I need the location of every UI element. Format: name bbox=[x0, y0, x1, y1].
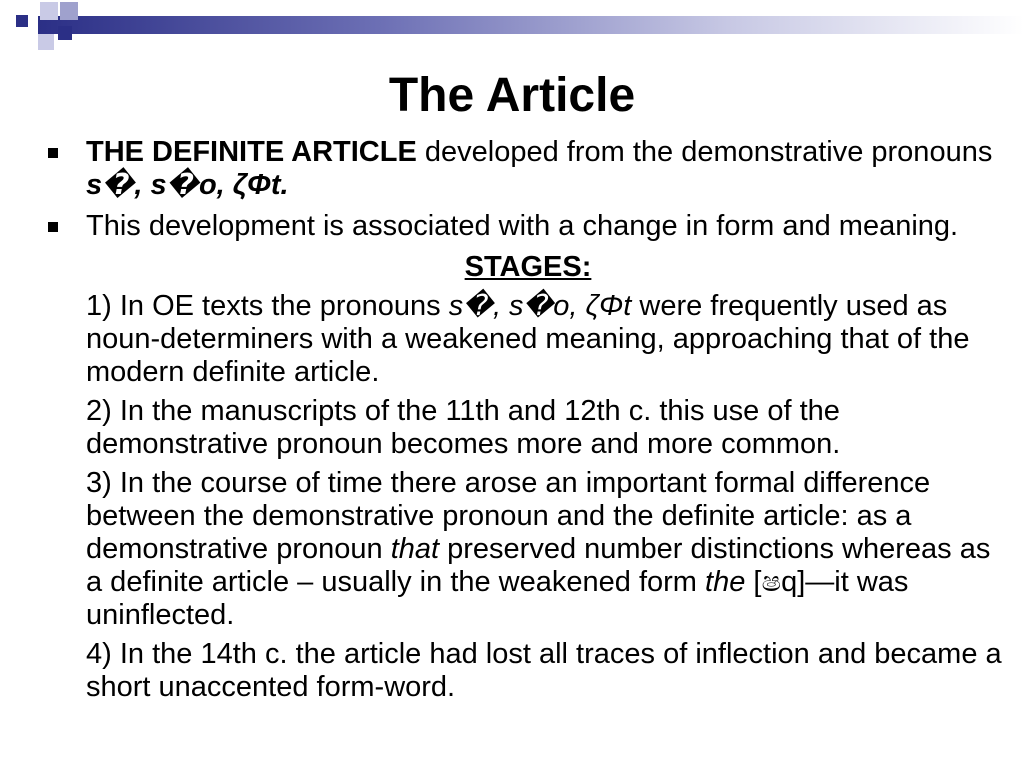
text-span: ]—it was uninflected. bbox=[86, 566, 909, 631]
bullet-text bbox=[86, 136, 1008, 202]
stage-1 bbox=[86, 290, 1008, 389]
bullet-text: This development is associated with a change in form and meaning. bbox=[86, 210, 959, 242]
pronoun-forms: s�, s�o, ζΦt bbox=[448, 290, 632, 322]
phonetic-symbol: ෂq bbox=[761, 566, 798, 598]
text-span: preserved number distinctions whereas as a definite article – usually in the weakened form bbox=[86, 533, 991, 598]
decor-square bbox=[60, 2, 78, 20]
italic-word: the bbox=[705, 566, 746, 598]
text-span: were frequently used as noun-determiners with a weakened meaning, approaching that of the modern definite article. bbox=[86, 290, 970, 388]
stages-heading: STAGES: bbox=[464, 251, 592, 283]
decor-square bbox=[58, 26, 72, 40]
bullet-item bbox=[48, 210, 1008, 243]
header-gradient-bar bbox=[38, 16, 1024, 34]
square-bullet-icon bbox=[48, 222, 58, 232]
text-span: developed from the demonstrative pronouns bbox=[416, 136, 993, 168]
text-span: 3) In the course of time there arose an important formal difference between the demonstrative pronoun and the definite article: as a demonstrative pronoun bbox=[86, 467, 931, 565]
stage-2: 2) In the manuscripts of the 11th and 12th c. this use of the demonstrative pronoun becomes more and more common. bbox=[86, 395, 841, 460]
bold-term: THE DEFINITE ARTICLE bbox=[86, 136, 417, 168]
slide-content bbox=[48, 136, 1008, 710]
square-bullet-icon bbox=[48, 148, 58, 158]
bullet-item bbox=[48, 136, 1008, 202]
text-span: [ bbox=[745, 566, 762, 598]
italic-word: that bbox=[390, 533, 440, 565]
decor-square bbox=[38, 34, 54, 50]
stage-4: 4) In the 14th c. the article had lost all traces of inflection and became a short unaccented form-word. bbox=[86, 638, 1002, 703]
stage-3 bbox=[86, 467, 1008, 632]
decor-square bbox=[16, 15, 28, 27]
pronoun-forms: s�, s�o, ζΦt. bbox=[86, 169, 289, 201]
text-span: 1) In OE texts the pronouns bbox=[86, 290, 449, 322]
slide-title: The Article bbox=[388, 69, 636, 122]
decor-square bbox=[40, 2, 58, 20]
